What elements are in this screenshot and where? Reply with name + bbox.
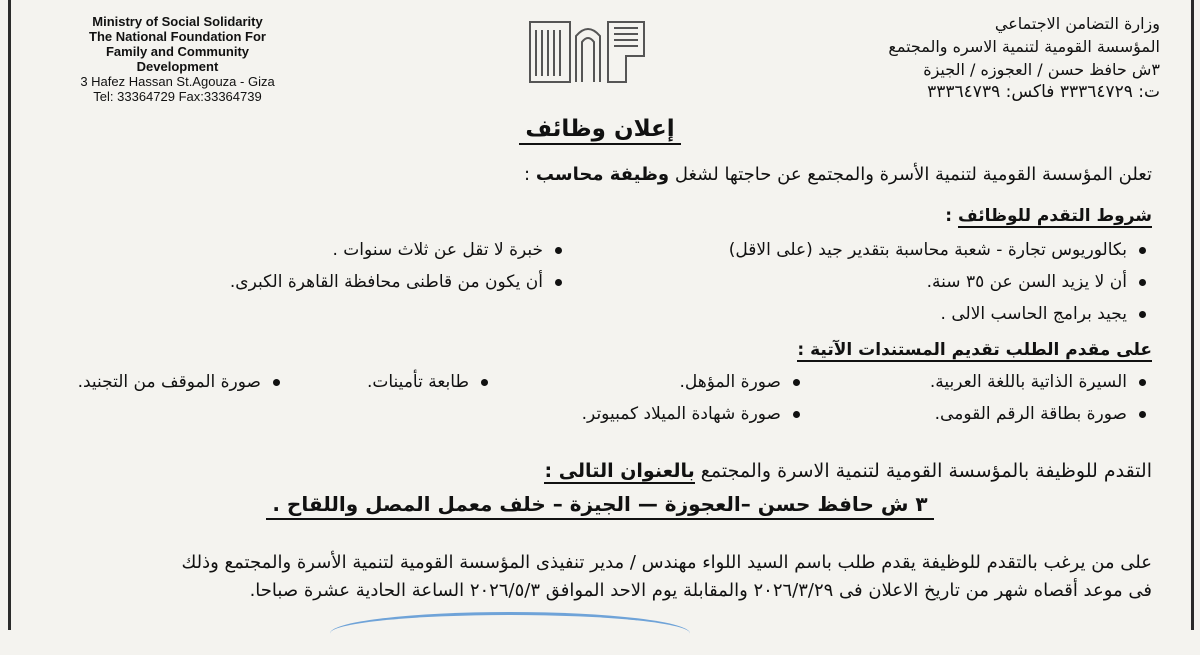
bullet-icon (555, 279, 562, 286)
condition-item-1 (729, 240, 1146, 260)
left-border (8, 0, 11, 630)
application-address-text: ٣ ش حافظ حسن –العجوزة — الجيزة – خلف معمل المصل واللقاح . (266, 492, 933, 520)
condition-item-5 (941, 304, 1146, 324)
condition-text: بكالوريوس تجارة - شعبة محاسبة بتقدير جيد (على الاقل) (728, 240, 1127, 260)
intro-text: تعلن المؤسسة القومية لتنمية الأسرة والمجتمع عن حاجتها لشغل (674, 164, 1152, 185)
intro-paragraph (524, 164, 1152, 185)
apply-highlight: بالعنوان التالى : (544, 460, 695, 482)
conditions-heading-colon: : (945, 206, 958, 226)
conditions-heading (945, 206, 1152, 226)
closing-line-1: على من يرغب بالتقدم للوظيفة يقدم طلب باسم السيد اللواء مهندس / مدير تنفيذى المؤسسة القومية لتنمية الأسرة والمجتمع وذلك (181, 552, 1152, 573)
document-item-1 (930, 372, 1146, 392)
documents-heading-text: على مقدم الطلب تقديم المستندات الآتية : (797, 340, 1152, 360)
intro-colon: : (524, 164, 531, 185)
right-border (1191, 0, 1194, 630)
document-item-2 (680, 372, 801, 392)
apply-text: التقدم للوظيفة بالمؤسسة القومية لتنمية الاسرة والمجتمع (700, 460, 1152, 482)
bullet-icon (1139, 379, 1146, 386)
bullet-icon (1139, 279, 1146, 286)
foundation-name-en-1: The National Foundation For (89, 29, 266, 44)
bullet-icon (1139, 247, 1146, 254)
document-item-5 (935, 404, 1146, 424)
job-title: وظيفة محاسب (535, 164, 670, 185)
condition-text: أن لا يزيد السن عن ٣٥ سنة. (926, 272, 1127, 292)
document-text: صورة الموقف من التجنيد. (77, 372, 261, 392)
documents-heading (797, 340, 1152, 360)
document-item-3 (367, 372, 488, 392)
bullet-icon (481, 379, 488, 386)
foundation-name-ar: المؤسسة القومية لتنمية الاسره والمجتمع (888, 37, 1160, 56)
document-item-4 (78, 372, 280, 392)
condition-item-2 (333, 240, 563, 260)
condition-text: يجيد برامج الحاسب الالى . (940, 304, 1127, 324)
bullet-icon (793, 411, 800, 418)
bullet-icon (1139, 311, 1146, 318)
ministry-name-en: Ministry of Social Solidarity (92, 14, 263, 29)
contact-ar: ت: ٣٣٣٦٤٧٢٩ فاكس: ٣٣٣٦٤٧٣٩ (927, 82, 1160, 102)
arabic-letterhead (740, 12, 1160, 104)
document-text: صورة المؤهل. (679, 372, 781, 392)
condition-item-4 (230, 272, 562, 292)
condition-item-3 (927, 272, 1146, 292)
address-ar: ٣ش حافظ حسن / العجوزه / الجيزة (923, 60, 1160, 79)
english-letterhead (40, 14, 315, 104)
document-text: صورة بطاقة الرقم القومى. (934, 404, 1127, 424)
bullet-icon (273, 379, 280, 386)
ministry-name-ar: وزارة التضامن الاجتماعي (994, 14, 1160, 33)
condition-text: خبرة لا تقل عن ثلاث سنوات . (332, 240, 543, 260)
bullet-icon (555, 247, 562, 254)
document-text: صورة شهادة الميلاد كمبيوتر. (581, 404, 781, 424)
apply-instruction (544, 460, 1152, 482)
foundation-logo-icon (528, 16, 648, 96)
foundation-name-en-3: Development (136, 59, 219, 74)
foundation-name-en-2: Family and Community (105, 44, 250, 59)
closing-line-2: فى موعد أقصاه شهر من تاريخ الاعلان فى ٢٠٢٦/٣/٢٩ والمقابلة يوم الاحد الموافق ٢٠٢٦/٥/٣ الساعة الحادية عشرة صباحا. (249, 580, 1152, 601)
bullet-icon (793, 379, 800, 386)
announcement-title (0, 116, 1200, 142)
document-text: طابعة تأمينات. (366, 372, 469, 392)
application-address (0, 492, 1200, 516)
conditions-heading-text: شروط التقدم للوظائف (957, 206, 1152, 226)
phone-fax-en: Tel: 33364729 Fax:33364739 (93, 89, 262, 104)
document-item-6 (582, 404, 800, 424)
announcement-title-text: إعلان وظائف (519, 116, 680, 145)
document-text: السيرة الذاتية باللغة العربية. (929, 372, 1127, 392)
condition-text: أن يكون من قاطنى محافظة القاهرة الكبرى. (229, 272, 543, 292)
bullet-icon (1139, 411, 1146, 418)
stamp-mark (330, 612, 690, 655)
address-en: 3 Hafez Hassan St.Agouza - Giza (80, 74, 275, 89)
